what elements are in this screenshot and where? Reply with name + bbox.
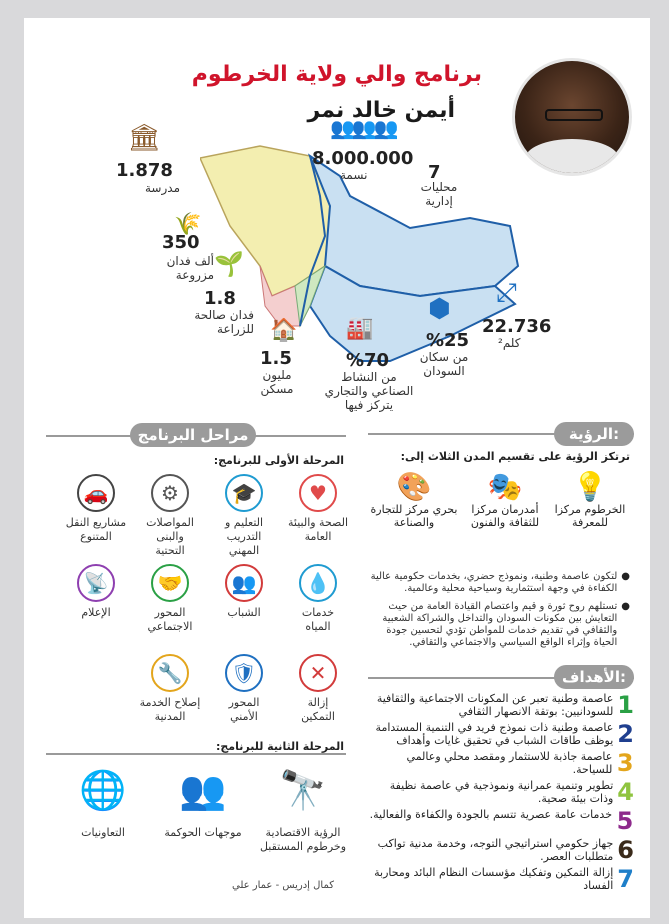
- industry-label-1: من النشاط: [341, 370, 397, 384]
- vision-city-label-1: الخرطوم مركزا: [554, 503, 626, 516]
- vision-city-bahri: [368, 470, 460, 565]
- goal-number: 7: [617, 865, 634, 893]
- phase1-item-label-1: خدمات: [301, 606, 335, 619]
- youth-group-icon: 👥: [225, 564, 263, 602]
- vision-intro: ترتكز الرؤية على تقسيم المدن الثلاث إلى:: [400, 450, 630, 463]
- seedling-icon: 🌱: [214, 250, 244, 278]
- share-label-2: السودان: [423, 364, 465, 378]
- phase1-item: [132, 474, 208, 558]
- phase1-item-label-2: التحتية: [155, 544, 185, 557]
- phase1-item: [206, 564, 282, 620]
- vision-bullets: [368, 571, 630, 649]
- transport-infrastructure-icon: ⚙: [151, 474, 189, 512]
- phases-heading: مراحل البرنامج: [130, 423, 256, 447]
- house-icon: 🏠: [270, 318, 298, 343]
- phase1-item: [132, 564, 208, 634]
- people-icon: 👥👥👥: [330, 116, 396, 140]
- goal-item: [368, 779, 634, 805]
- housing-label-1: مليون: [262, 368, 292, 382]
- goal-number: 4: [617, 778, 634, 806]
- vision-city-label-2: للثقافة والفنون: [470, 516, 540, 529]
- infographic-page: [24, 18, 650, 918]
- community-hands-icon: 🤝: [151, 564, 189, 602]
- share-label-1: من سكان: [419, 350, 469, 364]
- phase1-item-label-1: المحور: [228, 696, 260, 709]
- housing-value: 1.5: [260, 348, 292, 369]
- phase1-item-label-2: المدنية: [154, 710, 186, 723]
- governor-portrait: [512, 58, 632, 176]
- heart-pulse-icon: ♥: [299, 474, 337, 512]
- phase1-item-label-1: المحور: [154, 606, 186, 619]
- bullet-dot-icon: ●: [621, 571, 630, 582]
- schools-value: 1.878: [116, 160, 173, 181]
- phase2-item-label-1: موجهات الحوكمة: [164, 826, 242, 839]
- industry-value: %70: [346, 350, 390, 371]
- phase1-item: [280, 474, 356, 544]
- goal-text: تطوير وتنمية عمرانية ونموذجية في عاصمة نظيفة وذات بيئة صحية.: [389, 779, 614, 805]
- industry-label-2: الصناعي والتجاري: [324, 384, 414, 398]
- schools-label: مدرسة: [144, 181, 180, 195]
- graduation-cap-icon: 🎓: [225, 474, 263, 512]
- phase1-item: [280, 564, 356, 634]
- vision-bullet-text: لتكون عاصمة وطنية، ونموذج حضري، بخدمات حكومية عالية الكفاءة في وجهة استثمارية وسياحية محلية وعالمية.: [370, 571, 618, 594]
- phase1-item-label-2: المهني: [228, 544, 260, 557]
- media-network-icon: 📡: [77, 564, 115, 602]
- goal-text: إزالة التمكين وتفكيك مؤسسات النظام البائد ومحاربة الفساد: [374, 866, 614, 892]
- industry-label-3: يتركز فيها: [344, 398, 394, 412]
- localities-label-1: محليات: [420, 180, 458, 194]
- page-title: برنامج والي ولاية الخرطوم: [191, 62, 482, 87]
- factory-icon: 🏭: [346, 316, 374, 341]
- goal-text: عاصمة وطنية ذات نموذج فريد في التنمية المستدامة يوظف طاقات الشباب في تحقيق غايات وأهداف: [375, 721, 614, 747]
- phase1-item-label-2: العامة: [304, 530, 332, 543]
- cultivated-value: 350: [162, 232, 200, 253]
- goal-text: عاصمة وطنية تعبر عن المكونات الاجتماعية والثقافية للسودانيين: بوتقة الانصهار الثقافي: [376, 692, 614, 718]
- goal-number: 2: [617, 720, 634, 748]
- goal-item: [368, 866, 634, 892]
- goal-text: خدمات عامة عصرية تتسم بالجودة والكفاءة والفعالية.: [369, 808, 612, 821]
- phase1-item-label-1: الإعلام: [81, 606, 111, 619]
- goal-text: جهاز حكومي استراتيجي التوجه، وخدمة مدنية تواكب متطلبات العصر.: [377, 837, 614, 863]
- phase1-grid: [48, 474, 348, 744]
- phase2-item-label-1: التعاونيات: [81, 826, 125, 839]
- phase1-item-label-2: المياه: [305, 620, 331, 633]
- cooperatives-globe-icon: 🌐: [79, 768, 127, 812]
- phase2-item: [258, 768, 348, 854]
- phase1-item: [206, 474, 282, 558]
- car-icon: 🚗: [77, 474, 115, 512]
- population-value: 8.000.000: [312, 148, 414, 169]
- goals-list: [368, 692, 634, 895]
- area-value: 22.736: [482, 316, 552, 337]
- phase1-item: [58, 564, 134, 620]
- vision-cities: [368, 470, 630, 565]
- phase1-item-label-1: إزالة: [307, 696, 329, 709]
- phase2-item-label-2: وخرطوم المستقبل: [259, 840, 347, 853]
- book-lightbulb-icon: 💡: [572, 470, 608, 503]
- credits: كمال إدريس - عمار علي: [231, 880, 334, 891]
- phase1-item-label-1: الصحة والبيئة: [287, 516, 349, 529]
- sudan-map-icon: ⬢: [428, 294, 451, 324]
- phase2-item: [58, 768, 148, 840]
- wheat-icon: 🌾: [174, 212, 202, 237]
- expand-arrows-icon: ⤢: [496, 278, 517, 308]
- phase1-item: [132, 654, 208, 724]
- area-label: كلم²: [498, 336, 521, 350]
- vision-city-label-2: للمعرفة: [572, 516, 608, 529]
- goal-item: [368, 721, 634, 747]
- schools-stat: [114, 123, 174, 153]
- arable-label-2: للزراعة: [217, 322, 254, 336]
- vision-city-label-1: بحري مركز للتجارة: [370, 503, 458, 516]
- phase1-item-label-1: المواصلات والبنى: [146, 516, 194, 543]
- phase2-item-label-1: الرؤية الاقتصادية: [265, 826, 341, 839]
- vision-bullet: [368, 601, 630, 649]
- water-drop-icon: 💧: [299, 564, 337, 602]
- vision-bullet-text: تستلهم روح ثورة و قيم واعتصام القيادة العامة من حيث التعايش بين مكونات السودان والتداخل والشراكة الشعبية والثقافي في تقديم خدمات للمواطن تؤدي لتحسين جودة الحياة وإثراء الواقع السياسي والاجتماعي والثقافي.: [382, 601, 618, 648]
- localities-label-2: إدارية: [425, 194, 453, 208]
- share-value: %25: [426, 330, 470, 351]
- goal-number: 5: [616, 807, 634, 835]
- goal-number: 6: [617, 836, 634, 864]
- arable-value: 1.8: [204, 288, 236, 309]
- vision-city-omdurman: [465, 470, 545, 565]
- vision-city-label-1: أمدرمان مركزا: [471, 503, 539, 516]
- goal-text: عاصمة جاذبة للاستثمار ومقصد محلي وعالمي للسياحة.: [406, 750, 613, 776]
- phase2-divider: [46, 753, 346, 755]
- cultivated-label-1: ألف فدان: [166, 254, 214, 268]
- phase1-title: المرحلة الأولى للبرنامج:: [213, 454, 344, 467]
- goal-number: 1: [617, 691, 634, 719]
- governor-name: أيمن خالد نمر: [307, 98, 455, 123]
- cultivated-label-2: مزروعة: [175, 268, 214, 282]
- phase2-title: المرحلة الثانية للبرنامج:: [184, 740, 344, 753]
- school-building-icon: 🏛: [127, 123, 161, 153]
- vision-heading: الرؤية:: [554, 422, 634, 446]
- goal-item: [368, 808, 634, 834]
- shirt-shape: [525, 139, 619, 176]
- vision-city-khartoum: [550, 470, 630, 565]
- wrench-tools-icon: 🔧: [151, 654, 189, 692]
- remove-x-icon: ✕: [299, 654, 337, 692]
- housing-label-2: مسكن: [260, 382, 294, 396]
- governance-team-icon: 👥: [179, 768, 227, 812]
- phase1-item-label-2: الأمني: [230, 710, 258, 723]
- phase1-item-label-2: الاجتماعي: [147, 620, 193, 633]
- phase1-item-label-1: التعليم و التدريب: [224, 516, 264, 543]
- theater-masks-icon: 🎭: [487, 470, 523, 503]
- security-shield-icon: 🛡: [225, 654, 263, 692]
- glasses-shape: [545, 109, 603, 121]
- phase2-grid: [48, 768, 348, 878]
- phase1-item: [58, 474, 134, 544]
- goal-item: [368, 692, 634, 718]
- phase1-item-label-1: إصلاح الخدمة: [139, 696, 201, 709]
- localities-value: 7: [428, 162, 441, 183]
- phase1-item-label-1: مشاريع النقل: [65, 516, 127, 529]
- population-label: نسمة: [340, 168, 368, 182]
- goals-heading: الأهداف:: [554, 665, 634, 689]
- phase1-item-label-2: التمكين: [301, 710, 335, 723]
- vision-bullet: [368, 571, 630, 595]
- culture-collage-icon: 🎨: [396, 470, 432, 503]
- goal-number: 3: [616, 749, 634, 777]
- phase2-item: [158, 768, 248, 840]
- goal-item: [368, 837, 634, 863]
- goal-item: [368, 750, 634, 776]
- telescope-growth-icon: 🔭: [279, 768, 327, 812]
- phase1-item: [280, 654, 356, 724]
- phase1-item-label-1: الشباب: [227, 606, 261, 619]
- bullet-dot-icon: ●: [621, 601, 630, 612]
- vision-city-label-2: والصناعة: [393, 516, 435, 529]
- phase1-item: [206, 654, 282, 724]
- arable-label-1: فدان صالحة: [194, 308, 254, 322]
- phase1-item-label-2: المتنوع: [80, 530, 112, 543]
